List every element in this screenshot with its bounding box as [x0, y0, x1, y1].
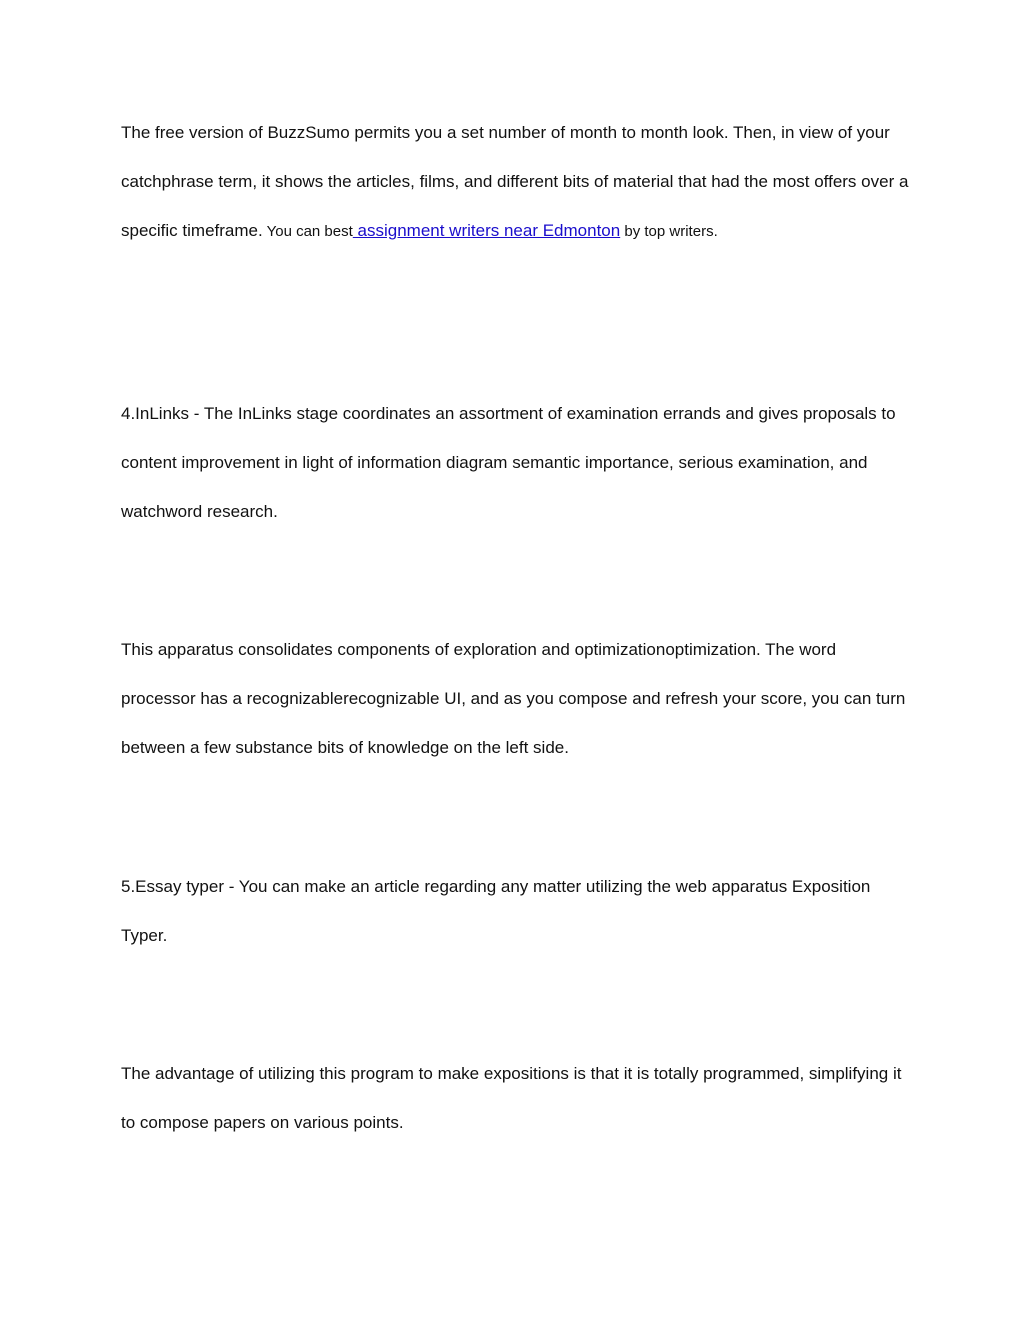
paragraph-apparatus: This apparatus consolidates components of exploration and optimizationoptimization. The word processor has a recognizablerecognizable UI, and as you compose and refresh your score, you can turn between a few substance bits of knowledge on the left side. [121, 640, 906, 757]
paragraph-inlinks: 4.InLinks - The InLinks stage coordinates an assortment of examination errands and gives proposals to content improvement in light of information diagram semantic importance, serious examination, and watchword research. [121, 404, 896, 521]
paragraph-advantage: The advantage of utilizing this program to make expositions is that it is totally programmed, simplifying it to compose papers on various points. [121, 1064, 902, 1132]
paragraph-buzzsumo-lead: You can best [262, 223, 353, 240]
assignment-writers-link[interactable]: assignment writers near Edmonton [352, 221, 621, 240]
paragraph-buzzsumo-tail: by top writers. [620, 223, 718, 240]
paragraph-buzzsumo [121, 108, 911, 256]
paragraph-buzzsumo-text: The free version of BuzzSumo permits you a set number of month to month look. Then, in view of your catchphrase term, it shows the articles, films, and different bits of material that had the most offers over a specific timeframe. [121, 123, 909, 240]
paragraph-essay-typer: 5.Essay typer - You can make an article regarding any matter utilizing the web apparatus Exposition Typer. [121, 877, 871, 945]
